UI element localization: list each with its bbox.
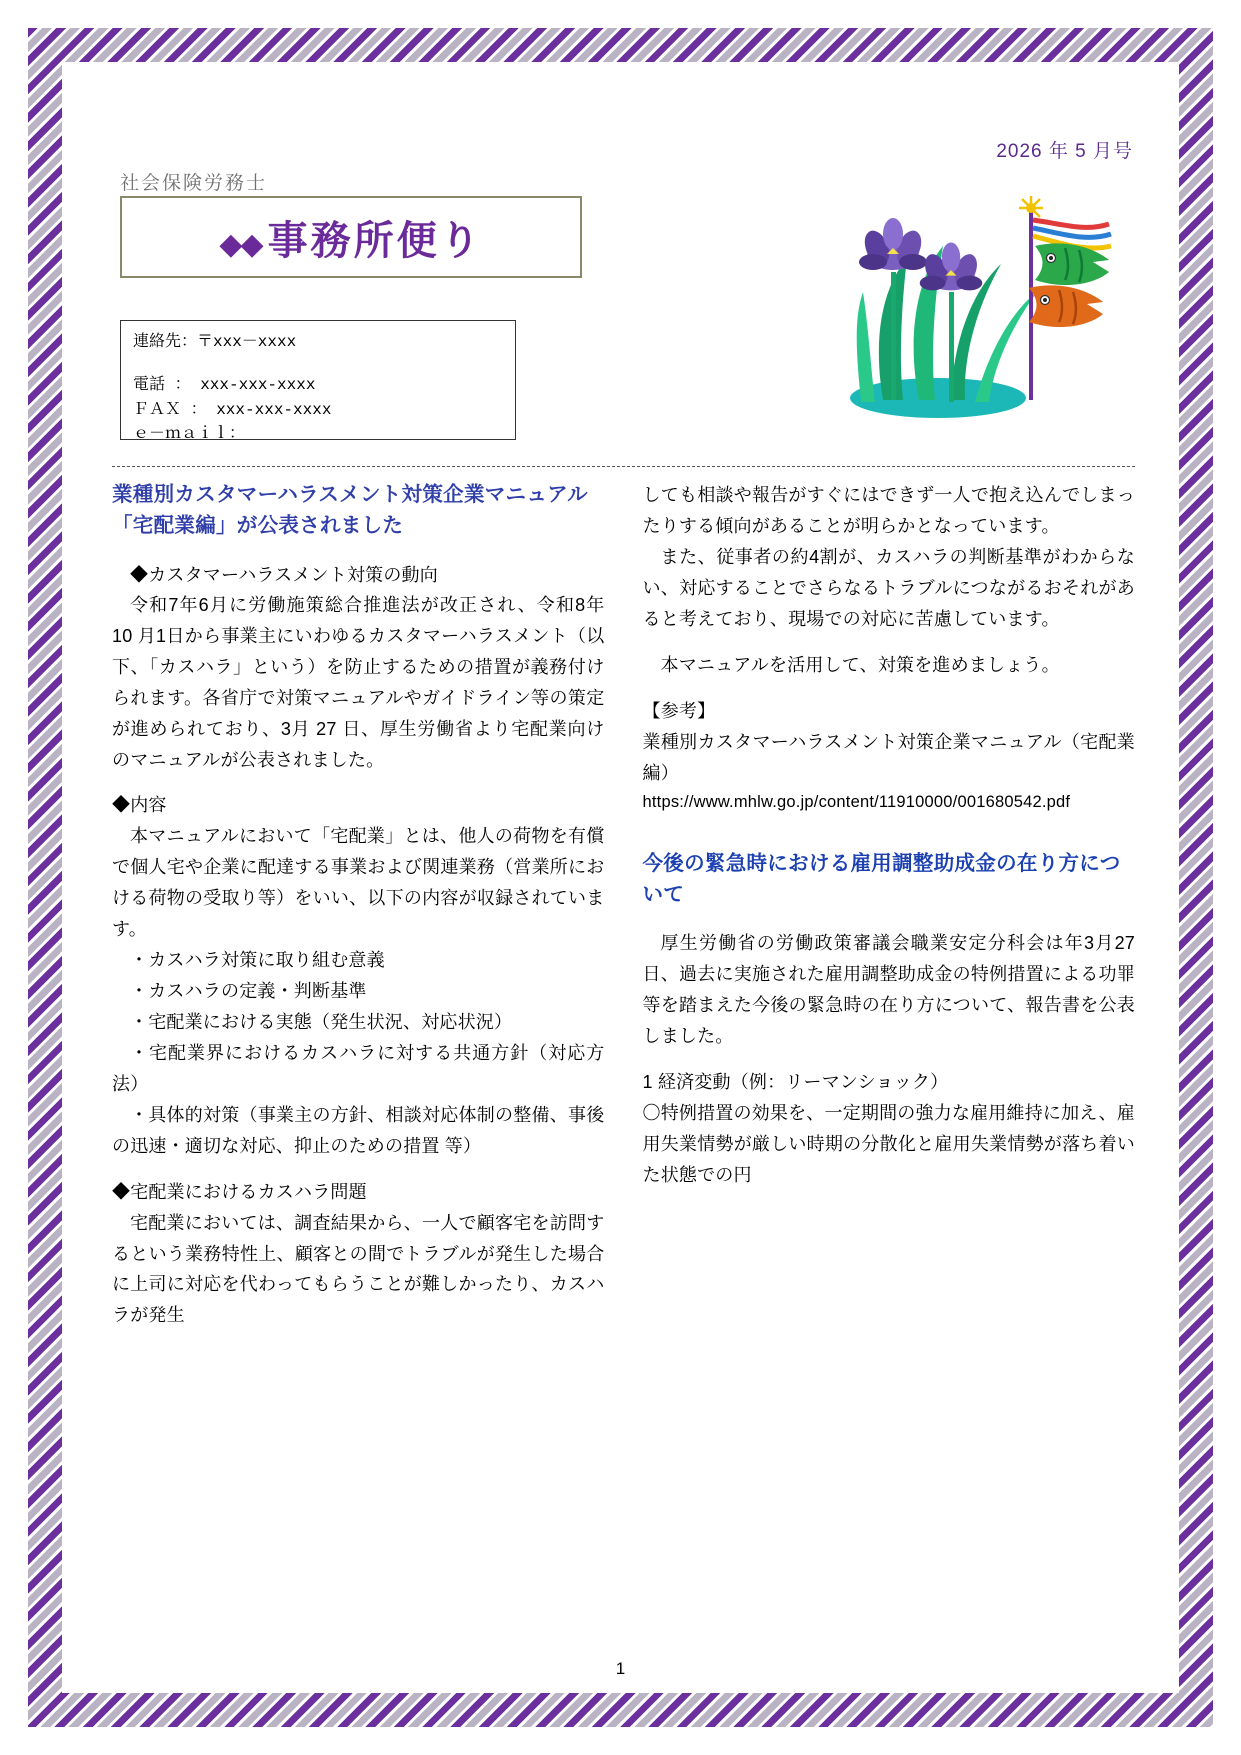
newsletter-title-text: 事務所便り [267,216,483,264]
article-1-paragraph-3: 宅配業においては、調査結果から、一人で顧客宅を訪問するという業務特性上、顧客との間でトラブルが発生した場合に上司に対応を代わってもらうことが難しかったり、カスハラが発生 [112,1212,605,1326]
newsletter-title [219,209,482,266]
contact-address: 連絡先：〒xxx－xxxx [133,333,297,351]
article-2-heading: 今後の緊急時における雇用調整助成金の在り方について [642,851,1121,906]
article-1-bullet-2: ・カスハラの定義・判断基準 [130,980,367,1001]
article-2-paragraph-2: 〇特例措置の効果を、一定期間の強力な雇用維持に加え、雇用失業情勢が厳しい時期の分散化と雇用失業情勢が落ち着いた状態での円 [642,1103,1135,1186]
article-1-bullet-1: ・カスハラ対策に取り組む意義 [130,949,385,970]
newsletter-title-box [120,196,582,278]
article-2-paragraph-1: 厚生労働省の労働政策審議会職業安定分科会は年3月27日、過去に実施された雇用調整助成金の特例措置による功罪等を踏まえた今後の緊急時の在り方について、報告書を公表しました。 [642,933,1135,1047]
article-1-bullet-5: ・具体的対策（事業主の方針、相談対応体制の整備、事後の迅速・適切な対応、抑止のための措置 等） [112,1104,605,1156]
article-1-continuation-2: また、従事者の約4割が、カスハラの判断基準がわからない、対応することでさらなるトラブルにつながるおそれがあると考えており、現場での対応に苦慮しています。 [642,546,1135,629]
article-1-bullet-3: ・宅配業における実態（発生状況、対応状況） [130,1011,513,1032]
contact-spacer [133,355,503,373]
reference-label: 【参考】 [642,700,716,721]
article-1-paragraph-1: 令和7年6月に労働施策総合推進法が改正され、令和8年 10 月1日から事業主にいわゆるカスタマーハラスメント（以下、「カスハラ」という）を防止するための措置が義務付けられます。各省庁で対策マニュアルやガイドライン等の策定が進められており、3月 27 日、厚生労働省より宅配業向けのマニュアルが公表されました。 [112,595,605,771]
contact-box [120,320,516,440]
article-1-bullet-4: ・宅配業界におけるカスハラに対する共通方針（対応方法） [112,1042,605,1094]
contact-tel: 電話 ： xxx-xxx-xxxx [133,375,316,394]
section-divider [112,466,1135,467]
article-1-continuation-1: しても相談や報告がすぐにはできず一人で抱え込んでしまったりする傾向があることが明らかとなっています。 [642,485,1135,536]
body-columns [112,480,1135,1331]
reference-title: 業種別カスタマーハラスメント対策企業マニュアル（宅配業編） [642,731,1135,783]
diamond-icon: ◆◆ [219,226,262,262]
page-content [62,62,1179,1693]
article-1-subheading-1: ◆カスタマーハラスメント対策の動向 [130,564,438,585]
reference-url[interactable]: https://www.mhlw.go.jp/content/11910000/001680542.pdf [642,792,1071,811]
contact-fax: ＦＡＸ ： xxx-xxx-xxxx [133,400,332,419]
article-1-closing: 本マニュアルを活用して、対策を進めましょう。 [660,654,1060,675]
office-label: 社会保険労務士 [120,173,268,194]
contact-email: ｅ－ｍａｉｌ： [133,425,246,440]
iris-and-carp-streamer-illustration [823,180,1133,430]
decorative-page-border [28,28,1213,1727]
issue-date: 2026 年 5 月号 [996,141,1133,162]
left-column [112,480,605,1331]
article-2-item-1: 1 経済変動（例：リーマンショック） [642,1072,949,1093]
article-1-subheading-2: ◆内容 [112,795,167,816]
article-1-paragraph-2: 本マニュアルにおいて「宅配業」とは、他人の荷物を有償で個人宅や企業に配達する事業および関連業務（営業所における荷物の受取り等）をいい、以下の内容が収録されています。 [112,826,605,939]
article-1-heading: 業種別カスタマーハラスメント対策企業マニュアル「宅配業編」が公表されました [112,483,588,537]
article-1-subheading-3: ◆宅配業におけるカスハラ問題 [112,1181,367,1202]
page-number: 1 [615,1659,626,1678]
right-column [643,480,1136,1331]
